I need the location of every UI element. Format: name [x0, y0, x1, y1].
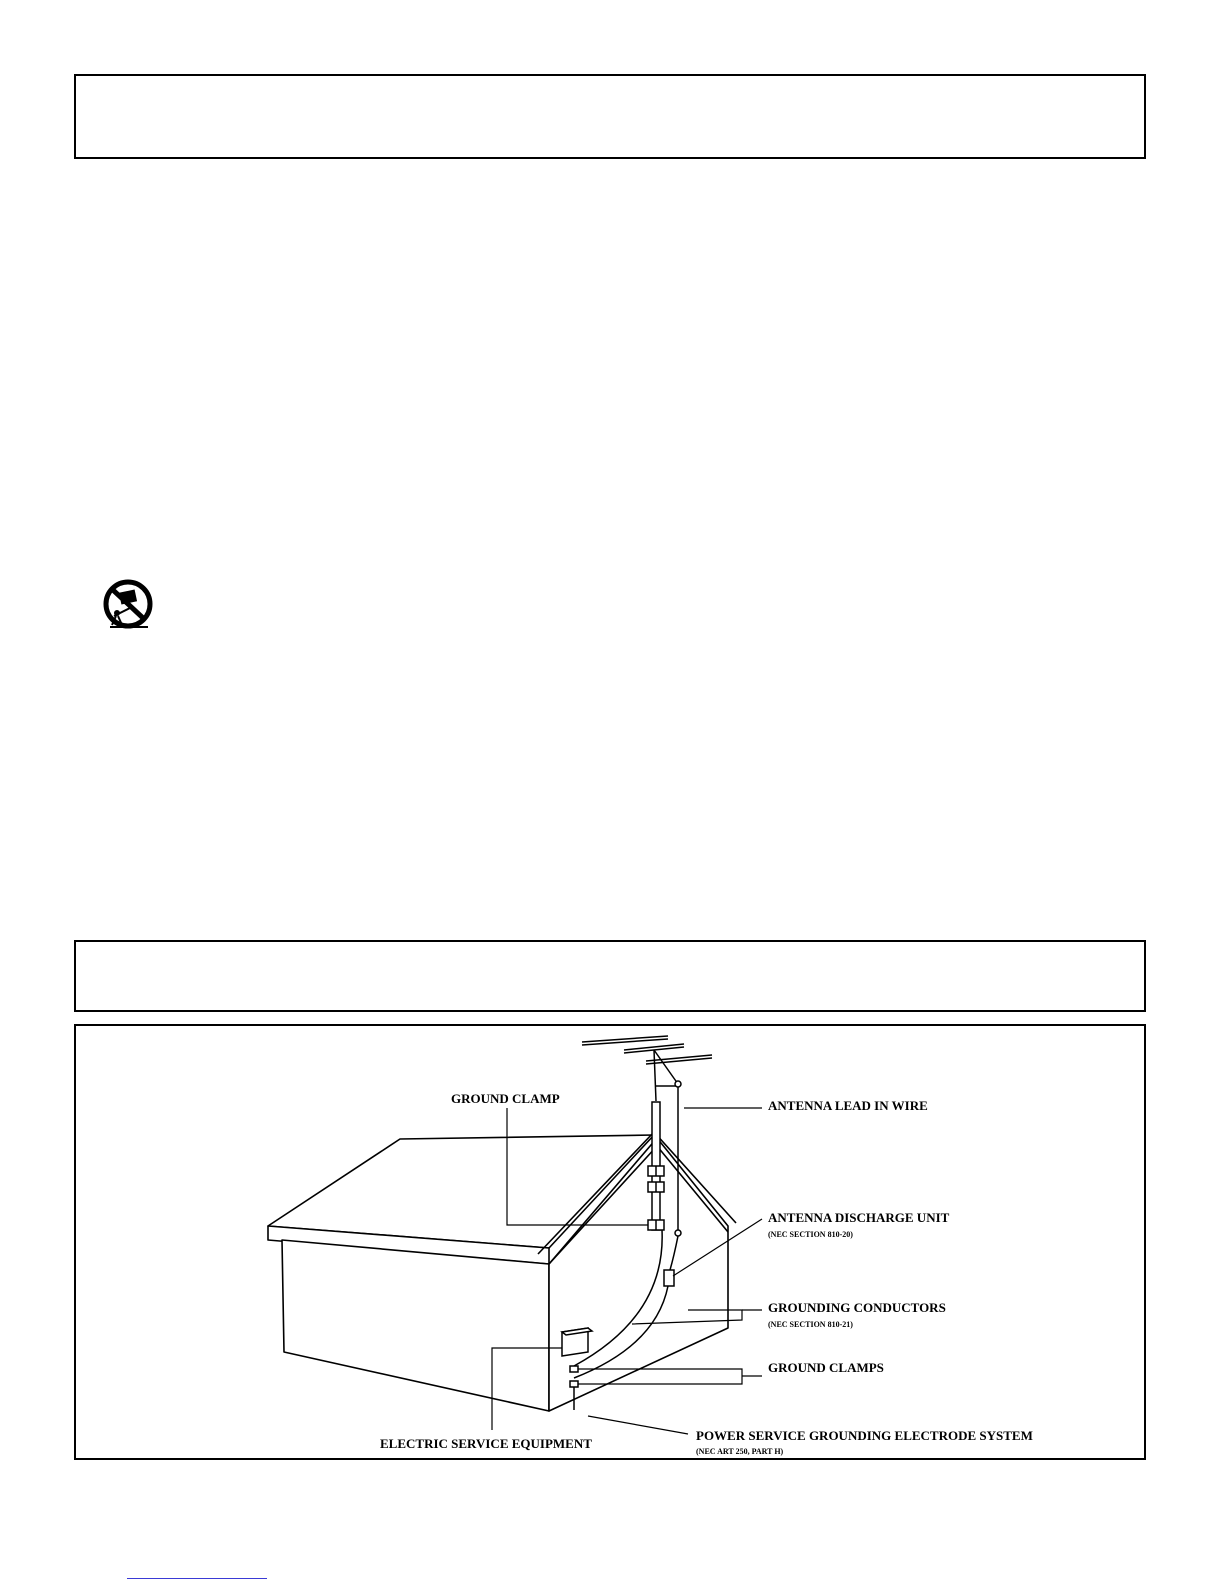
label-power-service-grounding: POWER SERVICE GROUNDING ELECTRODE SYSTEM — [696, 1428, 1033, 1443]
label-antenna-lead-in-wire: ANTENNA LEAD IN WIRE — [768, 1098, 928, 1113]
label-ground-clamps: GROUND CLAMPS — [768, 1360, 884, 1375]
footer-link-underline — [127, 1578, 267, 1579]
tv-antenna — [582, 1036, 712, 1101]
label-antenna-discharge-unit: ANTENNA DISCHARGE UNIT — [768, 1210, 950, 1225]
label-ground-clamp: GROUND CLAMP — [451, 1091, 560, 1106]
house-long-wall — [282, 1240, 549, 1411]
label-electric-service-equipment: ELECTRIC SERVICE EQUIPMENT — [380, 1436, 592, 1451]
label-antenna-discharge-unit-ref: (NEC SECTION 810-20) — [768, 1230, 853, 1239]
leader-power-service — [588, 1416, 688, 1434]
grounding-notice-box — [74, 940, 1146, 1012]
antenna-grounding-diagram — [74, 1024, 1146, 1460]
portable-cart-warning-icon — [100, 578, 156, 634]
top-notice-box — [74, 74, 1146, 159]
label-grounding-conductors-ref: (NEC SECTION 810-21) — [768, 1320, 853, 1329]
discharge-unit — [664, 1270, 674, 1286]
label-grounding-conductors: GROUNDING CONDUCTORS — [768, 1300, 946, 1315]
label-power-service-grounding-ref: (NEC ART 250, PART H) — [696, 1447, 784, 1456]
house-grounding-illustration — [76, 1026, 1144, 1458]
